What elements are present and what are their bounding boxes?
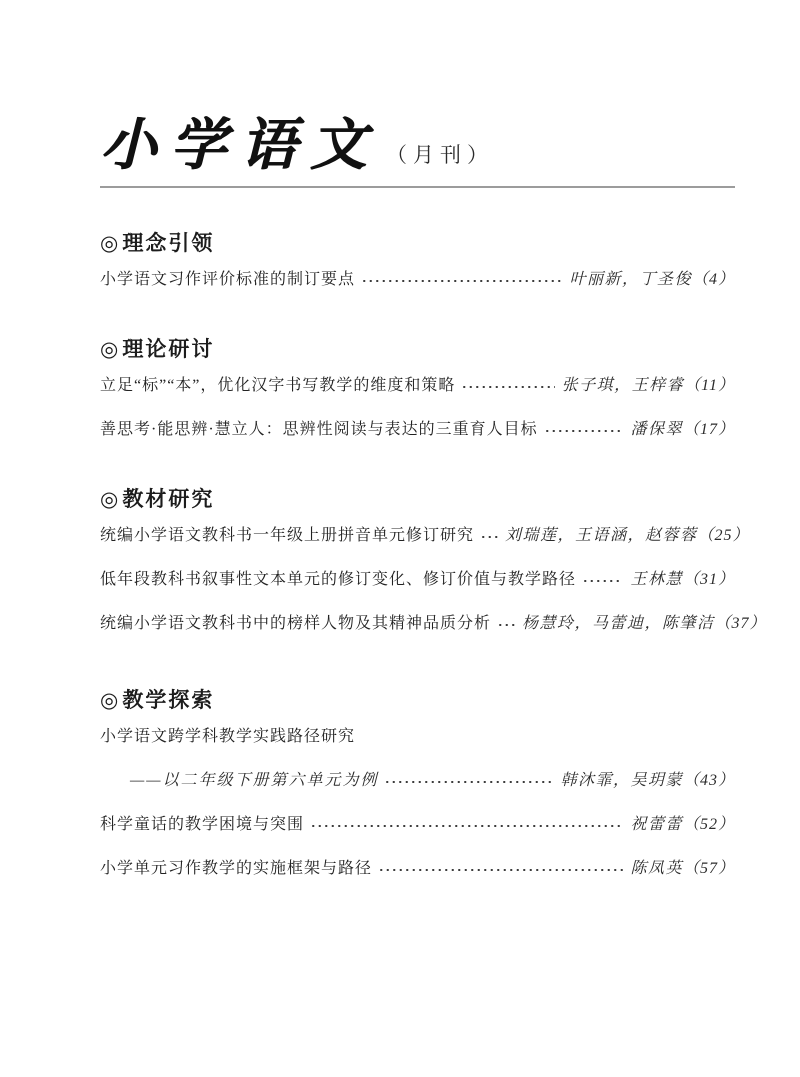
- entry-authors: 张子琪，王梓睿: [561, 377, 685, 395]
- section-bullet-icon: ◎: [100, 689, 121, 713]
- entry-authors: 王林慧: [630, 571, 683, 589]
- entry-subtitle: ——以二年级下册第六单元为例: [130, 772, 379, 790]
- entry-authors: 杨慧玲，马蕾迪，陈肇洁: [522, 615, 715, 633]
- section-jiaoxue-tansuo: [100, 689, 735, 877]
- entry-authors: 叶丽新，丁圣俊: [569, 271, 692, 289]
- journal-title: 小学语文: [100, 112, 380, 178]
- dot-leader: [310, 818, 623, 832]
- dot-leader: [497, 617, 515, 631]
- entry-title: 小学语文习作评价标准的制订要点: [100, 271, 356, 289]
- entry-page: （11）: [684, 377, 735, 395]
- entry-page: （57）: [682, 860, 735, 878]
- entry-title: 统编小学语文教科书一年级上册拼音单元修订研究: [100, 527, 475, 545]
- dot-leader: [461, 379, 554, 393]
- dot-leader: [384, 774, 553, 788]
- entry-authors: 祝蕾蕾: [630, 816, 683, 834]
- entry-title: 低年段教科书叙事性文本单元的修订变化、修订价值与教学路径: [100, 571, 577, 589]
- entry-page: （4）: [691, 271, 735, 289]
- masthead: [100, 0, 735, 188]
- section-lilun-yantao: [100, 338, 735, 438]
- dot-leader: [361, 273, 562, 287]
- toc-entry: [100, 861, 735, 877]
- dot-leader: [480, 529, 498, 543]
- toc-entry: [100, 422, 735, 438]
- toc-entry: [100, 272, 735, 288]
- section-heading: [100, 232, 735, 255]
- entry-page: （52）: [682, 816, 735, 834]
- section-jiaocai-yanjiu: [100, 488, 767, 633]
- journal-subtitle: （月刊）: [386, 143, 494, 168]
- entry-page: （31）: [682, 571, 735, 589]
- dot-leader: [544, 423, 624, 437]
- entry-authors: 刘瑞莲，王语涵，赵蓉蓉: [505, 527, 698, 545]
- entry-authors: 陈凤英: [630, 860, 683, 878]
- section-heading: [100, 689, 735, 712]
- section-bullet-icon: ◎: [100, 338, 121, 362]
- section-heading-label: 教材研究: [122, 488, 215, 512]
- entry-title: 统编小学语文教科书中的榜样人物及其精神品质分析: [100, 615, 492, 633]
- section-heading-label: 理论研讨: [122, 338, 215, 362]
- toc-entry: [100, 729, 735, 745]
- toc-entry: [100, 817, 735, 833]
- entry-title: 科学童话的教学困境与突围: [100, 816, 305, 834]
- dot-leader: [378, 862, 623, 876]
- dot-leader: [582, 573, 623, 587]
- entry-page: （37）: [714, 615, 767, 633]
- section-bullet-icon: ◎: [100, 488, 121, 512]
- section-heading: [100, 338, 735, 361]
- toc-entry: [100, 378, 735, 394]
- entry-title: 小学语文跨学科教学实践路径研究: [100, 728, 356, 746]
- section-heading-label: 理念引领: [122, 232, 215, 256]
- entry-authors: 潘保翠: [630, 421, 683, 439]
- masthead-rule: [100, 186, 735, 188]
- section-bullet-icon: ◎: [100, 232, 121, 256]
- entry-title: 立足“标”“本”，优化汉字书写教学的维度和策略: [100, 377, 456, 395]
- toc-entry: [100, 527, 750, 545]
- toc-entry-subtitle-row: [100, 773, 735, 789]
- entry-title: 善思考·能思辨·慧立人：思辨性阅读与表达的三重育人目标: [100, 421, 538, 439]
- toc-entry: [100, 615, 767, 633]
- entry-title: 小学单元习作教学的实施框架与路径: [100, 860, 373, 878]
- entry-page: （17）: [682, 421, 735, 439]
- section-heading-label: 教学探索: [122, 689, 215, 713]
- entry-authors: 韩沐霏，吴玥蒙: [560, 772, 683, 790]
- entry-page: （25）: [697, 527, 750, 545]
- entry-page: （43）: [682, 772, 735, 790]
- section-linian-yinling: [100, 232, 735, 288]
- toc-entry: [100, 572, 735, 588]
- section-heading: [100, 488, 735, 511]
